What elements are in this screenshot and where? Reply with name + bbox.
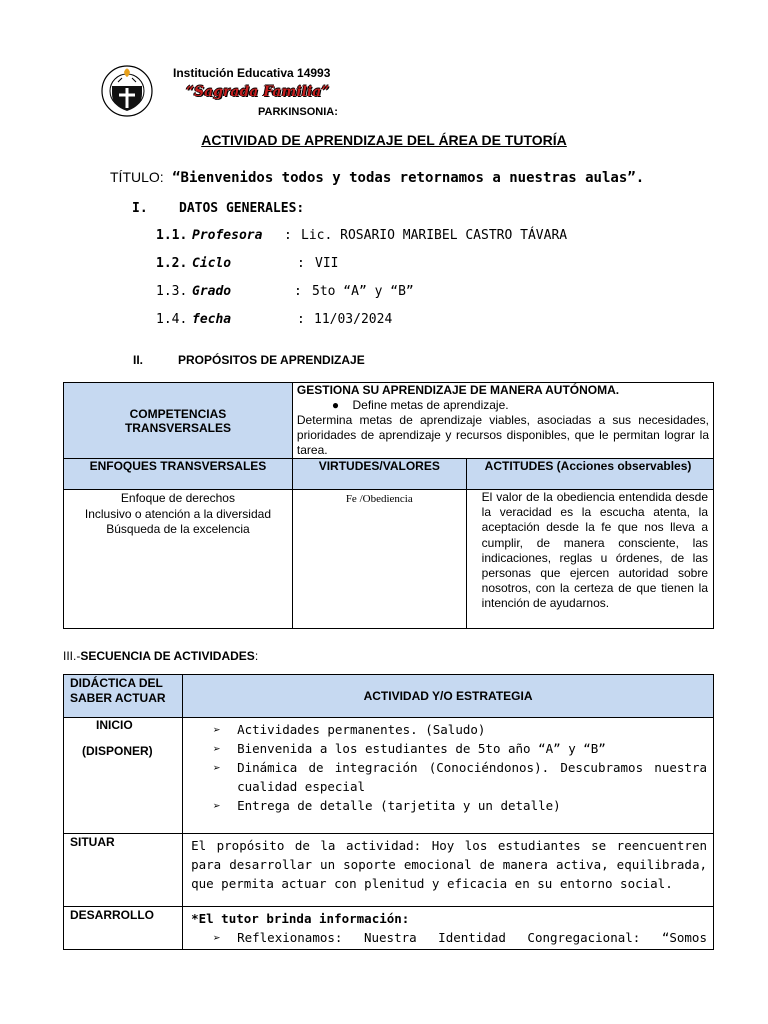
- arrow-icon: ➢: [213, 741, 221, 756]
- school-name: “Sagrada Familia”: [186, 84, 330, 100]
- section-general-data-heading: [132, 201, 304, 216]
- activity-title: [110, 169, 644, 186]
- table-row: [64, 490, 714, 629]
- enfoques-cell: [64, 490, 293, 629]
- data-item-ciclo: [156, 256, 636, 274]
- arrow-icon: ➢: [213, 798, 221, 813]
- virtud-cell: Fe /Obediencia: [292, 490, 466, 629]
- arrow-icon: ➢: [213, 930, 221, 945]
- competencias-cell: [292, 383, 713, 459]
- purposes-table: [63, 382, 714, 629]
- competencia-title: GESTIONA SU APRENDIZAJE DE MANERA AUTÓNOMA.: [296, 383, 620, 397]
- data-item-grado: [156, 284, 636, 302]
- arrow-icon: ➢: [213, 722, 221, 737]
- column-header-actitudes: ACTITUDES (Acciones observables): [466, 459, 713, 490]
- bullet-icon: ●: [331, 398, 353, 412]
- item-number: 1.3.: [156, 284, 188, 299]
- item-label: Ciclo: [192, 256, 232, 271]
- school-location: PARKINSONIA:: [258, 106, 338, 118]
- table-row: [64, 675, 714, 718]
- enfoque-item: Enfoque de derechos: [120, 491, 235, 505]
- competencias-label: COMPETENCIAS TRANSVERSALES: [64, 383, 293, 459]
- column-header-virtudes: VIRTUDES/VALORES: [292, 459, 466, 490]
- item-colon: :: [294, 284, 302, 299]
- item-label: Grado: [192, 284, 232, 299]
- situar-label: SITUAR: [64, 834, 183, 907]
- section-number: I.: [132, 201, 148, 216]
- inicio-activities: [183, 718, 714, 834]
- column-header-actividad: ACTIVIDAD Y/O ESTRATEGIA: [183, 675, 714, 718]
- data-item-profesora: [156, 228, 636, 246]
- column-header-didactica: DIDÁCTICA DEL SABER ACTUAR: [64, 675, 183, 718]
- section-title: SECUENCIA DE ACTIVIDADES: [80, 649, 255, 663]
- item-value: Lic. ROSARIO MARIBEL CASTRO TÁVARA: [301, 228, 568, 243]
- table-row: [64, 718, 714, 834]
- table-row: [64, 383, 714, 459]
- section-title: PROPÓSITOS DE APRENDIZAJE: [178, 353, 365, 367]
- data-item-fecha: [156, 312, 636, 330]
- list-item: ➢ Bienvenida a los estudiantes de 5to año “A” y “B”: [213, 741, 606, 756]
- desarrollo-cell: [183, 907, 714, 950]
- item-number: 1.1.: [156, 228, 188, 243]
- item-label: fecha: [192, 312, 232, 327]
- item-number: 1.4.: [156, 312, 188, 327]
- section-number: II.: [133, 353, 144, 367]
- table-row: [64, 907, 714, 950]
- section-title: DATOS GENERALES:: [179, 201, 305, 216]
- section-number: III.-: [63, 649, 81, 663]
- document-title: ACTIVIDAD DE APRENDIZAJE DEL ÁREA DE TUTORÍA: [201, 132, 567, 148]
- list-item: ➢ Dinámica de integración (Conociéndonos). Descubramos nuestra cualidad especial: [213, 760, 707, 794]
- section-sequence-heading: [63, 649, 258, 663]
- item-colon: :: [297, 312, 305, 327]
- desarrollo-heading: *El tutor brinda información:: [191, 911, 410, 926]
- situar-text: El propósito de la actividad: Hoy los estudiantes se reencuentren para desarrollar un soporte emocional de manera activa, equilibrada, que permita actuar con plenitud y eficacia en su entorno social.: [183, 834, 714, 907]
- section-purposes-heading: [133, 353, 365, 367]
- item-label: Profesora: [192, 228, 263, 243]
- enfoque-item: Búsqueda de la excelencia: [106, 522, 250, 536]
- institution-name: Institución Educativa 14993: [173, 66, 331, 80]
- inicio-sublabel: (DISPONER): [82, 744, 153, 758]
- title-value: “Bienvenidos todos y todas retornamos a nuestras aulas”.: [172, 170, 645, 186]
- desarrollo-label: DESARROLLO: [64, 907, 183, 950]
- table-row: [64, 834, 714, 907]
- desarrollo-item: ➢ Reflexionamos: Nuestra Identidad Congregacional: “Somos: [213, 930, 707, 945]
- column-header-enfoques: ENFOQUES TRANSVERSALES: [64, 459, 293, 490]
- item-value: 11/03/2024: [314, 312, 393, 327]
- item-value: VII: [315, 256, 339, 271]
- enfoque-item: Inclusivo o atención a la diversidad: [84, 506, 271, 521]
- competencia-bullet: [297, 398, 709, 413]
- list-item: ➢ Actividades permanentes. (Saludo): [213, 722, 486, 737]
- section-colon: :: [254, 649, 259, 663]
- inicio-label: INICIO: [96, 718, 133, 732]
- table-row: [64, 459, 714, 490]
- bullet-text: Define metas de aprendizaje.: [352, 398, 509, 412]
- item-colon: :: [297, 256, 305, 271]
- activities-table: [63, 674, 714, 950]
- item-colon: :: [284, 228, 292, 243]
- inicio-cell: [64, 718, 183, 834]
- item-number: 1.2.: [156, 256, 188, 271]
- actitud-cell: El valor de la obediencia entendida desde la veracidad es la escucha atenta, la aceptación desde la fe que nos lleva a cumplir, de manera consciente, las indicaciones, reglas u órdenes, de las personas que ejercen autoridad sobre nosotros, con la certeza de que tienen la intención de ayudarnos.: [466, 490, 713, 629]
- competencia-description: Determina metas de aprendizaje viables, asociadas a sus necesidades, prioridades de aprendizaje y recursos disponibles, que le permitan lograr la tarea.: [296, 413, 709, 457]
- school-logo: [100, 64, 154, 118]
- list-item: ➢ Entrega de detalle (tarjetita y un detalle): [213, 798, 561, 813]
- item-value: 5to “A” y “B”: [312, 284, 414, 299]
- arrow-icon: ➢: [213, 760, 221, 775]
- title-label: TÍTULO:: [110, 169, 164, 185]
